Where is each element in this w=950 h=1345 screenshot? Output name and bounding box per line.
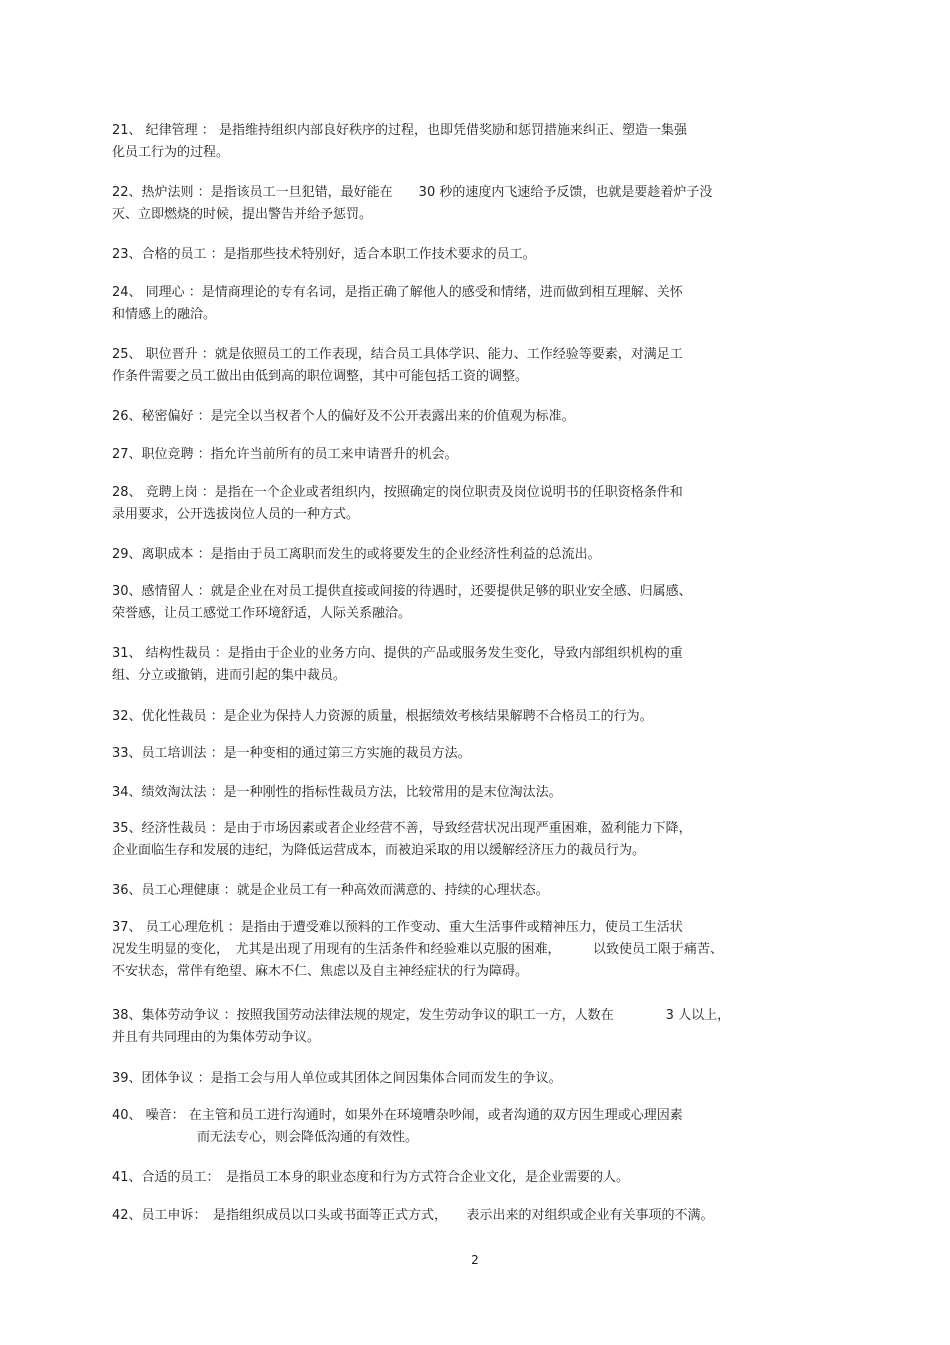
definition-40 <box>112 1105 832 1149</box>
definition-32 <box>112 706 832 728</box>
definition-line: 29、离职成本 ：是指由于员工离职而发生的或将要发生的企业经济性利益的总流出。 <box>112 547 601 562</box>
definition-39 <box>112 1068 832 1090</box>
definition-line: 42、员工申诉： 是指组织成员以口头或书面等正式方式， 表示出来的对组织或企业有关事项的不满。 <box>112 1208 714 1223</box>
definition-line: 21、 纪律管理 ： 是指维持组织内部良好秩序的过程，也即凭借奖励和惩罚措施来纠正、塑造一集强 <box>112 123 687 138</box>
definition-42 <box>112 1205 832 1227</box>
definition-36 <box>112 880 832 902</box>
definition-line: 并且有共同理由的为集体劳动争议。 <box>112 1030 321 1045</box>
definition-line: 37、 员工心理危机 ：是指由于遭受难以预料的工作变动、重大生活事件或精神压力，使员工生活状 <box>112 920 683 935</box>
definition-33 <box>112 743 832 765</box>
page-number: 2 <box>471 1253 479 1267</box>
definition-line: 28、 竞聘上岗 ：是指在一个企业或者组织内，按照确定的岗位职责及岗位说明书的任职资格条件和 <box>112 485 683 500</box>
definition-30 <box>112 581 832 625</box>
definition-line: 23、合格的员工 ：是指那些技术特别好，适合本职工作技术要求的员工。 <box>112 247 536 262</box>
definition-31 <box>112 643 832 687</box>
definition-29 <box>112 544 832 566</box>
definition-21 <box>112 120 832 164</box>
definition-line: 32、优化性裁员 ：是企业为保持人力资源的质量，根据绩效考核结果解聘不合格员工的行为。 <box>112 709 653 724</box>
definition-line: 25、 职位晋升 ：就是依照员工的工作表现，结合员工具体学识、能力、工作经验等要素，对满足工 <box>112 347 683 362</box>
definition-28 <box>112 482 832 526</box>
definition-line: 31、 结构性裁员 ：是指由于企业的业务方向、提供的产品或服务发生变化，导致内部组织机构的重 <box>112 646 683 661</box>
definition-line: 34、绩效淘汰法 ：是一种刚性的指标性裁员方法，比较常用的是末位淘汰法。 <box>112 785 562 800</box>
definition-25 <box>112 344 832 388</box>
definition-22 <box>112 182 832 226</box>
definition-line: 化员工行为的过程。 <box>112 145 230 160</box>
definition-line: 22、热炉法则 ：是指该员工一旦犯错，最好能在 30 秒的速度内飞速给予反馈，也就是要趁着炉子没 <box>112 185 713 200</box>
definition-line: 41、合适的员工： 是指员工本身的职业态度和行为方式符合企业文化，是企业需要的人。 <box>112 1170 630 1185</box>
definition-35 <box>112 818 832 862</box>
definition-line: 35、经济性裁员 ：是由于市场因素或者企业经营不善，导致经营状况出现严重困难，盈利能力下降， <box>112 821 692 836</box>
definition-line: 录用要求，公开选拔岗位人员的一种方式。 <box>112 507 360 522</box>
definition-23 <box>112 244 832 266</box>
definition-38 <box>112 1005 832 1049</box>
definition-line: 33、员工培训法 ：是一种变相的通过第三方实施的裁员方法。 <box>112 746 471 761</box>
definition-24 <box>112 282 832 326</box>
definition-line: 况发生明显的变化， 尤其是出现了用现有的生活条件和经验难以克服的困难， 以致使员工限于痛苦、 <box>112 942 724 957</box>
definition-line: 组、分立或撤销，进而引起的集中裁员。 <box>112 668 347 683</box>
definition-line: 企业面临生存和发展的违纪，为降低运营成本，而被迫采取的用以缓解经济压力的裁员行为。 <box>112 843 646 858</box>
definition-line: 40、 噪音： 在主管和员工进行沟通时，如果外在环境嘈杂吵闹，或者沟通的双方因生理或心理因素 <box>112 1108 683 1123</box>
definition-line: 26、秘密偏好 ：是完全以当权者个人的偏好及不公开表露出来的价值观为标准。 <box>112 409 575 424</box>
definition-line: 作条件需要之员工做出由低到高的职位调整，其中可能包括工资的调整。 <box>112 369 529 384</box>
definition-41 <box>112 1167 832 1189</box>
definition-27 <box>112 444 832 466</box>
definition-line: 27、职位竞聘 ：指允许当前所有的员工来申请晋升的机会。 <box>112 447 458 462</box>
definition-line: 和情感上的融洽。 <box>112 307 217 322</box>
definition-line: 30、感情留人 ：就是企业在对员工提供直接或间接的待遇时，还要提供足够的职业安全感、归属感、 <box>112 584 692 599</box>
definition-line: 24、 同理心 ：是情商理论的专有名词，是指正确了解他人的感受和情绪，进而做到相互理解、关怀 <box>112 285 683 300</box>
definition-26 <box>112 406 832 428</box>
definition-37 <box>112 917 832 983</box>
definition-line: 而无法专心，则会降低沟通的有效性。 <box>197 1130 419 1145</box>
definition-line: 不安状态，常伴有绝望、麻木不仁、焦虑以及自主神经症状的行为障碍。 <box>112 964 529 979</box>
definition-line: 荣誉感，让员工感觉工作环境舒适，人际关系融洽。 <box>112 606 412 621</box>
definition-line: 38、集体劳动争议 ：按照我国劳动法律法规的规定，发生劳动争议的职工一方，人数在 3 人以上， <box>112 1008 731 1023</box>
definition-34 <box>112 782 832 804</box>
definition-line: 39、团体争议 ：是指工会与用人单位或其团体之间因集体合同而发生的争议。 <box>112 1071 562 1086</box>
definition-line: 灭、立即燃烧的时候，提出警告并给予惩罚。 <box>112 207 373 222</box>
definition-line: 36、员工心理健康 ：就是企业员工有一种高效而满意的、持续的心理状态。 <box>112 883 549 898</box>
